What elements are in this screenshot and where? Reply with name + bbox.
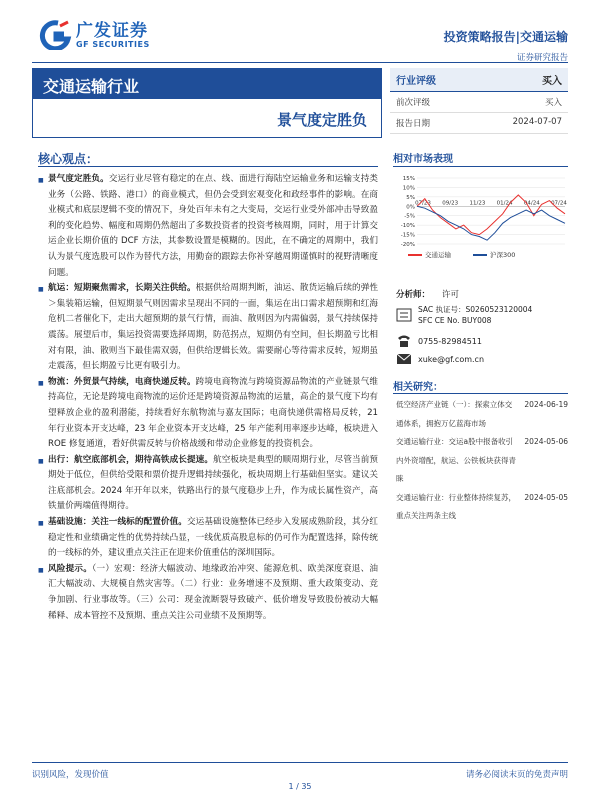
id-card-icon <box>396 308 412 322</box>
paragraph-text: 交运行业尽管有稳定的在点、线、面进行海陆空运输业务和运输支持类业务（公路、铁路、港口）的商业模式，但仍会受到宏观变化和政经事件的影响。在商业模式和底层逻辑不变的情况下，身处百年未有之大变局，交运行业受外部冲击导致盈利的变化趋势、幅度和周期仍然超出了多数投资者的投资考核周期，同时，用于计算交运企业长期价值的 DCF 方法，其参数设置是模糊的。因此，在不确定的周期中，我们认为景气度选股可以作为替代方法，用勤奋的跟踪去你补穿越周期谨慎时的视野清晰度问题。 <box>48 174 378 278</box>
report-subtitle: 景气度定胜负 <box>276 111 367 129</box>
x-tick-label: 09/23 <box>442 200 459 207</box>
related-item-date: 2024-06-19 <box>524 400 568 409</box>
market-divider <box>393 166 568 167</box>
rating-row-label: 报告日期 <box>396 119 431 129</box>
company-logo <box>38 20 150 50</box>
legend-item <box>408 250 451 259</box>
bullet-icon: ■ <box>38 520 44 528</box>
core-paragraph <box>38 375 378 453</box>
rating-row-value: 买入 <box>544 98 562 108</box>
rating-row-label: 前次评级 <box>396 98 431 108</box>
core-views-title: 核心观点： <box>38 152 99 166</box>
paragraph-lead: 出行：航空底部机会，期待高铁成长提速。 <box>48 454 214 465</box>
bullet-icon: ■ <box>38 457 44 465</box>
rating-header <box>390 68 568 92</box>
core-paragraph <box>38 453 378 515</box>
rating-row <box>390 92 568 113</box>
paragraph-lead: 景气度定胜负。 <box>48 174 109 184</box>
core-paragraph <box>38 562 378 624</box>
rating-value: 买入 <box>542 76 562 87</box>
x-tick-label: 11/23 <box>469 200 486 207</box>
legend-item <box>473 250 515 259</box>
email-address[interactable]: xuke@gf.com.cn <box>418 354 485 364</box>
paragraph-text: 航空板块是典型的顺周期行业，尽管当前预期处于低位，但供给受限和票价提升逻辑持续强化，板块周期上行基础但坚实。建议关注底部机会。2024 年开年以来，铁路出行的景气度稳步上升，作为成长属性资产，高铁量价两端值得期待。 <box>48 454 378 512</box>
paragraph-lead: 航运：短期聚焦需求，长期关注供给。 <box>48 283 196 294</box>
related-title: 相关研究： <box>393 382 443 393</box>
related-divider <box>393 393 568 394</box>
paragraph-text: 交运基础设施整体已经步入发展成熟阶段，其分红稳定性和业绩确定性的优势持续凸显，一线优质高股息标的仍可作为配置选择，除传统的一线标的外，建议重点关注正在迎来价值重估的深圳国际。 <box>48 517 378 559</box>
y-tick-label: -5% <box>404 213 415 220</box>
core-views-divider <box>38 166 378 167</box>
title-box <box>32 68 382 138</box>
x-tick-label: 07/23 <box>415 200 431 207</box>
x-tick-label: 01/24 <box>496 200 513 207</box>
related-item-date: 2024-05-05 <box>524 492 568 502</box>
analyst-certification <box>396 304 532 326</box>
y-tick-label: 10% <box>402 185 415 192</box>
email-icon <box>396 352 412 366</box>
phone-icon <box>396 334 412 348</box>
y-tick-label: 0% <box>406 204 415 211</box>
footer-disclaimer: 请务必阅读末页的免责声明 <box>465 770 568 780</box>
report-category: 证券研究报告 <box>516 53 568 63</box>
page-number: 1 / 35 <box>288 782 312 791</box>
related-item[interactable] <box>396 489 568 526</box>
x-tick-label: 07/24 <box>551 200 567 207</box>
industry-title: 交通运输行业 <box>33 69 381 99</box>
related-item-title[interactable]: 低空经济产业链（一）：探索立体交通体系，拥抱万亿蓝海市场 <box>396 400 513 428</box>
related-item[interactable] <box>396 396 568 433</box>
related-item[interactable] <box>396 433 568 489</box>
core-paragraph <box>38 172 378 281</box>
rating-row <box>390 113 568 134</box>
footer-divider <box>32 762 568 763</box>
analyst-email <box>396 352 484 366</box>
related-item-title[interactable]: 交通运输行业：行业整体持续复苏，重点关注两条主线 <box>396 492 516 520</box>
paragraph-text: 跨境电商物流与跨境资源品物流的产业链景气维持高位，无论是跨境电商物流的运价还是跨境资源品物流的运量，高企的景气度下均有望释放企业的盈利潜能，持续看好东航物流与嘉友国际；电商快递供需格局反转，21 年行业资本开支达峰，23 年企业资本开支达峰，25 年产能利用率逐步达峰，板块进入 ROE 修复通道，看好供需反转与价格战缓和带动企业修复的投资机会。 <box>48 376 378 450</box>
related-item-date: 2024-05-06 <box>524 437 568 446</box>
rating-label: 行业评级 <box>396 76 436 87</box>
legend-label: 沪深300 <box>490 251 516 259</box>
core-paragraph <box>38 515 378 562</box>
x-tick-label: 04/24 <box>523 200 540 207</box>
legend-label: 交通运输 <box>425 251 451 259</box>
paragraph-text: （一）宏观：经济大幅波动、地缘政治冲突、能源危机、欧美深度衰退、油汇大幅波动、大规模自然灾害等。（二）行业：业务增速不及预期、重大政策变动、竞争加剧、行业事故等。（三）公司：现金流断裂导致破产、低价增发导致股份被动大幅稀释、成本管控不及预期、重点关注公司业绩不及预期等。 <box>48 563 378 621</box>
y-tick-label: 5% <box>406 194 415 201</box>
phone-number: 0755-82984511 <box>418 336 482 346</box>
bullet-icon: ■ <box>38 566 44 574</box>
logo-name-cn: 广发证券 <box>76 20 148 41</box>
header-divider <box>32 62 568 63</box>
y-tick-label: -15% <box>400 232 415 239</box>
y-tick-label: -20% <box>400 242 415 248</box>
paragraph-text: 根据供给周期判断，油运、散货运输后续的弹性＞集装箱运输，但短期景气则因需求呈现出不同的一面，集运在出口需求超预期和红海危机二者催化下，走出大超预期的景气行情，而油、散则因为内需偏弱，景气持续保持震荡。展望后市，集运投资需要选择周期，防范拐点，短期仍有空间，但长期盈亏比相对有限，油、散则当下最佳需双弱，但供给逻辑长效。需要耐心等待需求反转，短期虽走震荡，但长期盈亏比更有吸引力。 <box>48 283 378 372</box>
bullet-icon: ■ <box>38 177 44 184</box>
analyst-phone <box>396 334 482 348</box>
y-tick-label: 15% <box>402 176 415 182</box>
core-paragraph <box>38 281 378 375</box>
paragraph-lead: 基础设施：关注一线标的配置价值。 <box>48 517 187 528</box>
sfc-number: SFC CE No. BUY008 <box>418 316 492 325</box>
chart-legend <box>408 250 515 259</box>
gf-logo-icon <box>38 20 72 50</box>
related-research-list <box>396 396 568 526</box>
sac-number: SAC 执证号：S0260523120004 <box>418 305 533 314</box>
analyst-label: 分析师： <box>396 290 431 300</box>
paragraph-lead: 风险提示。 <box>48 563 93 574</box>
report-type: 投资策略报告|交通运输 <box>443 30 568 44</box>
footer-slogan: 识别风险，发现价值 <box>32 770 109 780</box>
related-item-title[interactable]: 交通运输行业：交运a股中报备收引内外资增配，航运、公铁板块获得青睐 <box>396 437 516 483</box>
bullet-icon: ■ <box>38 286 44 294</box>
rating-row-value: 2024-07-07 <box>512 117 562 127</box>
analyst-name: 许可 <box>442 290 460 300</box>
y-tick-label: -10% <box>400 223 415 230</box>
market-title: 相对市场表现 <box>393 154 453 165</box>
paragraph-lead: 物流：外贸景气持续，电商快递反转。 <box>48 376 196 387</box>
logo-name-en: GF SECURITIES <box>76 39 150 49</box>
core-views-body <box>38 172 378 624</box>
series-line <box>417 206 565 240</box>
bullet-icon: ■ <box>38 379 44 387</box>
rating-table <box>390 68 568 134</box>
